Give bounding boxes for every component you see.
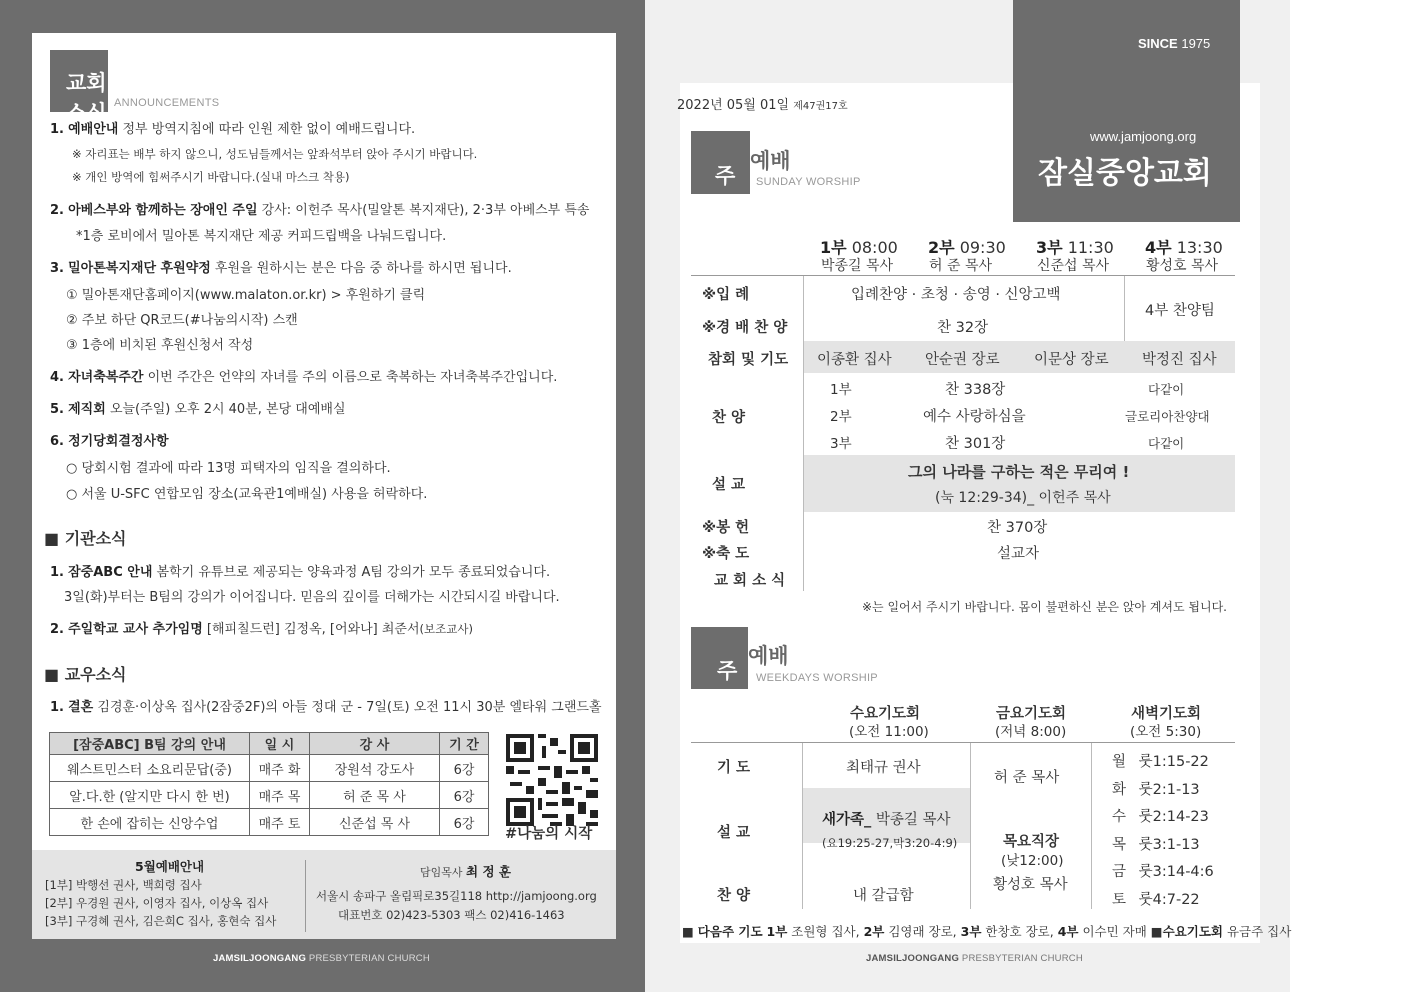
dawn-row xyxy=(1112,860,1214,881)
announcement-item xyxy=(50,118,415,137)
dawn-day: 수 xyxy=(1112,809,1127,825)
may-line: [1부] 박행선 권사, 백희령 집사 xyxy=(45,878,202,892)
item-num: 5. xyxy=(50,402,64,417)
choir-group: 다같이 xyxy=(1148,436,1185,451)
wed-sermon xyxy=(822,808,951,829)
date: 2022년 05월 01일 xyxy=(677,98,790,113)
label-choir: 찬 양 xyxy=(712,410,746,426)
divider xyxy=(691,275,1235,276)
label-prayer: 참회 및 기도 xyxy=(708,352,789,368)
table-header: 기 간 xyxy=(440,733,489,755)
left-footer xyxy=(213,953,430,964)
lecture-table xyxy=(49,732,489,836)
section-title: 교회소식 xyxy=(66,71,107,125)
divider xyxy=(803,276,804,591)
prayer-leader: 박정진 집사 xyxy=(1142,352,1217,368)
weekday-subtitle: WEEKDAYS WORSHIP xyxy=(756,672,878,684)
table-cell: 한 손에 잡히는 신앙수업 xyxy=(50,809,250,836)
dawn-row xyxy=(1112,750,1209,771)
section-subtitle: ANNOUNCEMENTS xyxy=(114,97,220,109)
item-text: 이번 주간은 언약의 자녀를 주의 이름으로 축복하는 자녀축복주간입니다. xyxy=(143,370,558,385)
table-header: [잠중ABC] B팀 강의 안내 xyxy=(50,733,250,755)
wed-reference: (요19:25-27,막3:20-4:9) xyxy=(822,836,958,850)
dawn-day: 화 xyxy=(1112,781,1127,798)
since xyxy=(1138,36,1210,51)
item-head: 주일학교 교사 추가임명 xyxy=(68,622,203,637)
thu-title: 목요직장 xyxy=(1003,834,1060,850)
choir-group: 다같이 xyxy=(1148,382,1185,397)
choir-song: 찬 338장 xyxy=(945,382,1006,398)
dawn-row xyxy=(1112,778,1200,799)
service-part: 3부 xyxy=(1036,238,1063,257)
hymn-text: 찬 32장 xyxy=(937,320,989,336)
footer-regular: PRESBYTERIAN CHURCH xyxy=(959,953,1083,964)
institution-note: 3일(화)부터는 B팀의 강의가 이어집니다. 믿음의 깊이를 더해가는 시간되시길 바랍니다. xyxy=(64,590,560,605)
label-hymn: ※경 배 찬 양 xyxy=(702,320,788,336)
bulletin-date xyxy=(677,94,848,113)
item-text: 후원을 원하시는 분은 다음 중 하나를 하시면 됩니다. xyxy=(210,261,512,276)
dawn-verse: 룻2:14-23 xyxy=(1138,809,1209,825)
announcement-item xyxy=(50,430,169,449)
church-url[interactable]: www.jamjoong.org xyxy=(1090,129,1197,144)
may-line: [2부] 우경원 권사, 이영자 집사, 이상옥 집사 xyxy=(45,896,269,910)
wd-head: 수요기도회 xyxy=(850,706,921,722)
wd-head: 금요기도회 xyxy=(996,706,1067,722)
phone: 대표번호 02)423-5303 팩스 02)416-1463 xyxy=(338,908,565,922)
table-cell: 장원석 강도사 xyxy=(310,755,440,782)
table-cell: 매주 화 xyxy=(250,755,310,782)
sunday-title: 예배 xyxy=(750,149,791,173)
choir-song: 예수 사랑하심을 xyxy=(923,409,1026,425)
weekday-tag xyxy=(691,627,748,713)
thu-time: (낮12:00) xyxy=(1001,853,1064,869)
item-num: 2. xyxy=(50,203,64,218)
label-pray: 기 도 xyxy=(717,760,751,776)
announcement-note: *1층 로비에서 밀아톤 복지재단 제공 커피드립백을 나눠드립니다. xyxy=(76,229,447,244)
next-week-prayer: ■ 다음주 기도 1부 조원형 집사, 2부 김영래 장로, 3부 한창호 장로, 4부 이수민 자매 ■수요기도회 유금주 집사 xyxy=(682,924,1292,939)
nw-name: 한창호 장로, xyxy=(981,924,1054,939)
prayer-leader: 안순권 장로 xyxy=(925,352,1000,368)
table-cell: 매주 목 xyxy=(250,782,310,809)
alumni-title: 교우소식 xyxy=(64,665,127,684)
nw-name: 김영래 장로, xyxy=(884,924,957,939)
nw-label2: 수요기도회 xyxy=(1162,924,1223,939)
table-cell: 6강 xyxy=(440,782,489,809)
service-part: 1부 xyxy=(820,238,847,257)
dawn-day: 목 xyxy=(1112,836,1127,853)
item-small: (보조교사) xyxy=(419,622,473,636)
section-tag xyxy=(50,50,108,125)
right-footer xyxy=(866,953,1083,964)
item-num: 1. xyxy=(50,122,64,137)
address[interactable]: 서울시 송파구 올림픽로35길118 http://jamjoong.org xyxy=(316,889,597,903)
service-clock: 09:30 xyxy=(959,238,1006,257)
nw-part: 1부 xyxy=(766,924,788,939)
service-pastor: 황성호 목사 xyxy=(1146,258,1219,274)
service-pastor: 허 준 목사 xyxy=(929,258,992,274)
table-cell: 6강 xyxy=(440,755,489,782)
institution-heading: ■ 기관소식 xyxy=(44,529,127,548)
dawn-row xyxy=(1112,805,1209,826)
qr-code-icon[interactable] xyxy=(506,734,598,826)
nw-part: 2부 xyxy=(863,924,885,939)
prayer-leader: 이문상 장로 xyxy=(1034,352,1109,368)
item-head: 예배안내 xyxy=(68,122,119,137)
nw-label: 다음주 기도 xyxy=(697,924,763,939)
sunday-subtitle: SUNDAY WORSHIP xyxy=(756,176,861,188)
choir-song: 찬 301장 xyxy=(945,436,1006,452)
label-sermon: 설 교 xyxy=(712,477,746,493)
item-text: 강사: 이헌주 목사(밀알톤 복지재단), 2·3부 아베스부 특송 xyxy=(257,203,590,218)
table-header: 일 시 xyxy=(250,733,310,755)
dawn-verse: 룻2:1-13 xyxy=(1138,781,1200,798)
announcement-item xyxy=(50,366,557,385)
nw-part: 4부 xyxy=(1057,924,1079,939)
announcement-note: ○ 서울 U-SFC 연합모임 장소(교육관1예배실) 사용을 허락하다. xyxy=(66,487,428,502)
choir-part: 3부 xyxy=(830,436,852,452)
choir-group: 글로리아찬양대 xyxy=(1125,409,1210,424)
offer-text: 찬 370장 xyxy=(987,520,1048,536)
wed-pray: 최태규 권사 xyxy=(846,760,921,776)
footer-bold: JAMSILJOONGANG xyxy=(213,953,307,964)
table-cell: 알.다.한 (알지만 다시 한 번) xyxy=(50,782,250,809)
item-head: 결혼 xyxy=(68,700,94,715)
announcement-item xyxy=(50,199,590,218)
institution-item xyxy=(50,618,473,637)
church-name: 잠실중앙교회 xyxy=(1038,156,1212,191)
dawn-day: 금 xyxy=(1112,864,1127,880)
table-cell: 신준섭 목 사 xyxy=(310,809,440,836)
table-cell: 허 준 목 사 xyxy=(310,782,440,809)
fri-pastor: 허 준 목사 xyxy=(994,770,1060,786)
sunday-tag xyxy=(691,131,750,218)
service-part: 2부 xyxy=(928,238,955,257)
item-num: 1. xyxy=(50,700,64,715)
footer-bold: JAMSILJOONGANG xyxy=(866,953,960,964)
service-clock: 08:00 xyxy=(851,238,898,257)
item-text: 김경훈·이상옥 집사(2잠중2F)의 아들 정대 군 - 7일(토) 오전 11시 30분 엘타워 그랜드홀 xyxy=(93,700,602,715)
pastor-label: 담임목사 xyxy=(420,866,467,879)
pastor-name: 최 정 훈 xyxy=(466,864,511,879)
dawn-row xyxy=(1112,833,1200,854)
wed-sermon-preacher: 박종길 목사 xyxy=(871,812,951,828)
service-clock: 11:30 xyxy=(1067,238,1114,257)
item-text: 오늘(주일) 오후 2시 40분, 본당 대예배실 xyxy=(105,402,346,417)
label-bless: ※축 도 xyxy=(702,546,750,562)
dawn-verse: 룻3:1-13 xyxy=(1138,836,1200,853)
item-head: 자녀축복주간 xyxy=(68,370,144,385)
label-praise: 찬 양 xyxy=(717,888,751,904)
nw-part: 3부 xyxy=(960,924,982,939)
label-entry: ※입 례 xyxy=(702,287,750,303)
item-text: [해피칠드런] 김정옥, [어와나] 최준서 xyxy=(202,622,420,637)
dawn-verse: 룻1:15-22 xyxy=(1138,754,1209,770)
qr-caption: #나눔의 시작 xyxy=(505,826,593,842)
announcement-note: ※ 개인 방역에 힘써주시기 바랍니다.(실내 마스크 착용) xyxy=(72,170,350,184)
announcement-note: ③ 1층에 비치된 후원신청서 작성 xyxy=(66,338,254,353)
divider xyxy=(1124,276,1125,341)
entry-text: 입례찬양 · 초청 · 송영 · 신앙고백 xyxy=(851,287,1061,303)
item-text: 정부 방역지침에 따라 인원 제한 없이 예배드립니다. xyxy=(118,122,416,137)
service-part: 4부 xyxy=(1145,238,1172,257)
divider xyxy=(970,743,971,909)
item-text: 봄학기 유튜브로 제공되는 양육과정 A팀 강의가 모두 종료되었습니다. xyxy=(152,565,551,580)
nw-name: 유금주 집사 xyxy=(1223,924,1292,939)
announcement-item xyxy=(50,398,346,417)
item-head: 제직회 xyxy=(68,402,106,417)
item-head: 밀아톤복지재단 후원약정 xyxy=(68,261,211,276)
institution-item xyxy=(50,561,550,580)
nw-name: 이수민 자매 xyxy=(1078,924,1147,939)
announcement-note: ① 밀아톤재단홈페이지(www.malaton.or.kr) > 후원하기 클릭 xyxy=(66,288,426,303)
bless-text: 설교자 xyxy=(997,546,1040,562)
item-num: 1. xyxy=(50,565,64,580)
item-head: 잠중ABC 안내 xyxy=(68,565,153,580)
tag-a: 주중 xyxy=(717,659,738,713)
service-pastor: 신준섭 목사 xyxy=(1037,258,1110,274)
wed-praise: 내 갈급함 xyxy=(853,888,914,904)
item-num: 3. xyxy=(50,261,64,276)
wed-sermon-topic: 새가족_ xyxy=(822,812,872,828)
item-head: 아베스부와 함께하는 장애인 주일 xyxy=(68,203,258,218)
service-clock: 13:30 xyxy=(1176,238,1223,257)
item-head: 정기당회결정사항 xyxy=(68,434,169,449)
wd-time: (오전 5:30) xyxy=(1130,724,1202,740)
volume: 제47권17호 xyxy=(793,101,848,112)
label-sermon: 설 교 xyxy=(717,825,751,841)
table-cell: 6강 xyxy=(440,809,489,836)
thu-pastor: 황성호 목사 xyxy=(993,877,1068,893)
since-bold: SINCE xyxy=(1138,36,1178,51)
table-cell: 매주 토 xyxy=(250,809,310,836)
item-num: 6. xyxy=(50,434,64,449)
dawn-day: 토 xyxy=(1112,891,1127,908)
footer-regular: PRESBYTERIAN CHURCH xyxy=(306,953,430,964)
wd-head: 새벽기도회 xyxy=(1131,706,1202,722)
fourth-service-praise: 4부 찬양팀 xyxy=(1145,303,1215,319)
wd-time: (저녁 8:00) xyxy=(995,724,1067,740)
prayer-leader: 이종환 집사 xyxy=(817,352,892,368)
label-offer: ※봉 헌 xyxy=(702,520,750,536)
table-cell: 웨스트민스터 소요리문답(중) xyxy=(50,755,250,782)
dawn-row xyxy=(1112,888,1200,909)
wedding-notice xyxy=(50,696,602,715)
table-header: 강 사 xyxy=(310,733,440,755)
dawn-day: 월 xyxy=(1112,754,1127,770)
item-num: 4. xyxy=(50,370,64,385)
dawn-verse: 룻3:14-4:6 xyxy=(1138,864,1214,880)
institution-title: 기관소식 xyxy=(64,529,127,548)
announcement-item xyxy=(50,257,512,276)
wd-time: (오전 11:00) xyxy=(849,724,929,740)
choir-part: 1부 xyxy=(830,382,852,398)
announcement-note: ○ 당회시험 결과에 따라 13명 피택자의 임직을 결의하다. xyxy=(66,461,391,476)
service-pastor: 박종길 목사 xyxy=(821,258,894,274)
divider xyxy=(305,860,306,932)
standing-note: ※는 일어서 주시기 바랍니다. 몸이 불편하신 분은 앉아 계셔도 됩니다. xyxy=(862,600,1227,614)
label-news: 교 회 소 식 xyxy=(714,573,786,589)
announcement-note: ② 주보 하단 QR코드(#나눔의시작) 스캔 xyxy=(66,313,298,328)
weekday-title: 예배 xyxy=(748,644,789,668)
may-title: 5월예배안내 xyxy=(135,859,205,874)
sermon-reference: (눅 12:29-34)_ 이헌주 목사 xyxy=(935,490,1111,506)
pastor-line xyxy=(420,862,511,880)
item-num: 2. xyxy=(50,622,64,637)
nw-name: 조원형 집사, xyxy=(787,924,860,939)
sermon-title: 그의 나라를 구하는 적은 무리여 ! xyxy=(908,463,1130,481)
divider xyxy=(1091,743,1092,909)
since-year: 1975 xyxy=(1177,36,1211,51)
may-line: [3부] 구경혜 권사, 김은희C 집사, 홍현숙 집사 xyxy=(45,914,277,928)
divider xyxy=(691,742,1235,743)
dawn-verse: 룻4:7-22 xyxy=(1138,891,1200,908)
tag-a: 주일 xyxy=(715,164,736,218)
announcement-note: ※ 자리표는 배부 하지 않으니, 성도님들께서는 앞좌석부터 앉아 주시기 바랍니다. xyxy=(72,147,478,161)
choir-part: 2부 xyxy=(830,409,852,425)
alumni-heading: ■ 교우소식 xyxy=(44,665,127,684)
